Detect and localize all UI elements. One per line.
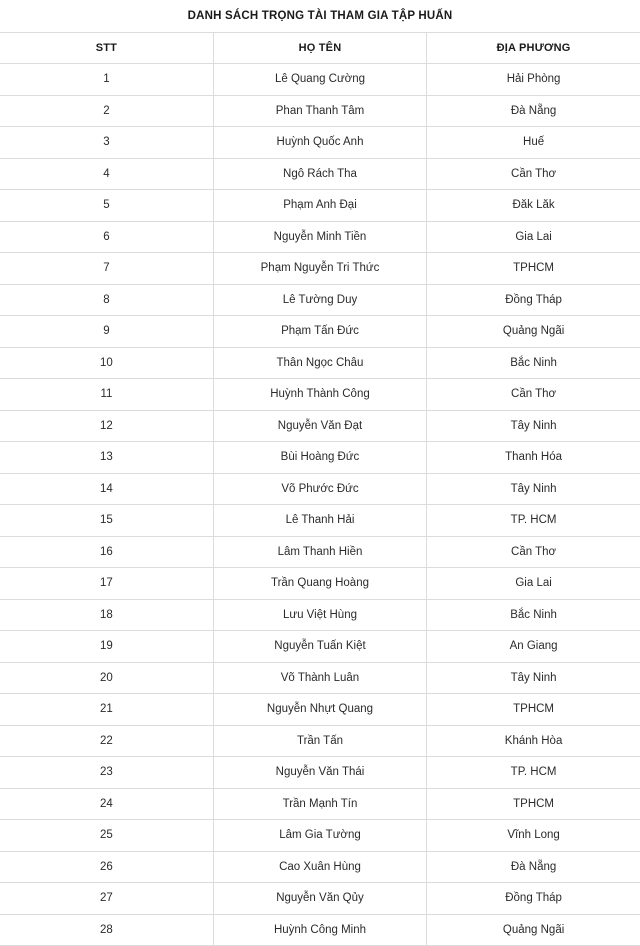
cell-place: Đồng Tháp (427, 883, 640, 915)
cell-name: Phan Thanh Tâm (213, 95, 426, 127)
cell-stt: 10 (0, 347, 213, 379)
cell-place: Đăk Lăk (427, 190, 640, 222)
table-row (0, 347, 640, 379)
column-header-place: ĐỊA PHƯƠNG (427, 33, 640, 64)
table-row (0, 725, 640, 757)
table-row (0, 505, 640, 537)
cell-stt: 7 (0, 253, 213, 285)
cell-place: Thanh Hóa (427, 442, 640, 474)
table-row (0, 568, 640, 600)
cell-stt: 9 (0, 316, 213, 348)
cell-name: Trần Mạnh Tín (213, 788, 426, 820)
cell-place: Gia Lai (427, 221, 640, 253)
cell-stt: 5 (0, 190, 213, 222)
table-row (0, 820, 640, 852)
cell-place: Bắc Ninh (427, 347, 640, 379)
cell-name: Phạm Nguyễn Tri Thức (213, 253, 426, 285)
cell-name: Lê Tường Duy (213, 284, 426, 316)
table-row (0, 694, 640, 726)
cell-place: Bắc Ninh (427, 599, 640, 631)
cell-name: Huỳnh Quốc Anh (213, 127, 426, 159)
cell-stt: 4 (0, 158, 213, 190)
cell-name: Lưu Việt Hùng (213, 599, 426, 631)
table-row (0, 284, 640, 316)
cell-stt: 8 (0, 284, 213, 316)
cell-stt: 6 (0, 221, 213, 253)
cell-name: Trần Quang Hoàng (213, 568, 426, 600)
cell-place: TP. HCM (427, 757, 640, 789)
table-row (0, 190, 640, 222)
cell-place: Vĩnh Long (427, 820, 640, 852)
cell-stt: 19 (0, 631, 213, 663)
cell-place: Khánh Hòa (427, 725, 640, 757)
cell-name: Nguyễn Nhựt Quang (213, 694, 426, 726)
table-row (0, 757, 640, 789)
table-row (0, 127, 640, 159)
cell-place: TPHCM (427, 694, 640, 726)
table-header-row (0, 33, 640, 64)
cell-stt: 24 (0, 788, 213, 820)
table-row (0, 883, 640, 915)
cell-name: Lê Quang Cường (213, 64, 426, 96)
cell-stt: 2 (0, 95, 213, 127)
table-row (0, 253, 640, 285)
cell-stt: 23 (0, 757, 213, 789)
cell-name: Bùi Hoàng Đức (213, 442, 426, 474)
title-row (0, 0, 640, 33)
cell-place: Huế (427, 127, 640, 159)
cell-name: Thân Ngọc Châu (213, 347, 426, 379)
cell-place: TPHCM (427, 253, 640, 285)
cell-place: Đà Nẵng (427, 851, 640, 883)
cell-place: Cần Thơ (427, 158, 640, 190)
cell-stt: 15 (0, 505, 213, 537)
cell-place: An Giang (427, 631, 640, 663)
cell-place: Tây Ninh (427, 473, 640, 505)
cell-place: Cần Thơ (427, 379, 640, 411)
cell-name: Nguyễn Văn Qủy (213, 883, 426, 915)
cell-stt: 20 (0, 662, 213, 694)
cell-place: Đà Nẵng (427, 95, 640, 127)
cell-stt: 25 (0, 820, 213, 852)
table-row (0, 662, 640, 694)
cell-stt: 3 (0, 127, 213, 159)
cell-place: Cần Thơ (427, 536, 640, 568)
table-row (0, 64, 640, 96)
table-row (0, 788, 640, 820)
cell-place: Hải Phòng (427, 64, 640, 96)
cell-name: Huỳnh Thành Công (213, 379, 426, 411)
table-row (0, 914, 640, 946)
table-row (0, 536, 640, 568)
cell-stt: 21 (0, 694, 213, 726)
cell-stt: 27 (0, 883, 213, 915)
table-row (0, 379, 640, 411)
table-row (0, 410, 640, 442)
table-row (0, 316, 640, 348)
cell-stt: 1 (0, 64, 213, 96)
cell-stt: 26 (0, 851, 213, 883)
cell-name: Võ Phước Đức (213, 473, 426, 505)
document-title: DANH SÁCH TRỌNG TÀI THAM GIA TẬP HUẤN (0, 0, 640, 33)
cell-stt: 18 (0, 599, 213, 631)
cell-name: Nguyễn Văn Thái (213, 757, 426, 789)
cell-stt: 22 (0, 725, 213, 757)
cell-name: Lâm Thanh Hiền (213, 536, 426, 568)
cell-name: Lâm Gia Tường (213, 820, 426, 852)
cell-name: Nguyễn Tuấn Kiệt (213, 631, 426, 663)
cell-name: Nguyễn Văn Đạt (213, 410, 426, 442)
cell-stt: 17 (0, 568, 213, 600)
cell-place: TP. HCM (427, 505, 640, 537)
table-row (0, 473, 640, 505)
cell-name: Phạm Anh Đại (213, 190, 426, 222)
column-header-stt: STT (0, 33, 213, 64)
cell-stt: 11 (0, 379, 213, 411)
cell-name: Võ Thành Luân (213, 662, 426, 694)
table-row (0, 631, 640, 663)
column-header-name: HỌ TÊN (213, 33, 426, 64)
cell-name: Lê Thanh Hải (213, 505, 426, 537)
cell-place: Quảng Ngãi (427, 914, 640, 946)
cell-name: Ngô Rách Tha (213, 158, 426, 190)
cell-stt: 14 (0, 473, 213, 505)
cell-place: Quảng Ngãi (427, 316, 640, 348)
cell-stt: 16 (0, 536, 213, 568)
cell-name: Cao Xuân Hùng (213, 851, 426, 883)
cell-name: Nguyễn Minh Tiền (213, 221, 426, 253)
table-row (0, 158, 640, 190)
cell-stt: 28 (0, 914, 213, 946)
cell-place: Gia Lai (427, 568, 640, 600)
table-row (0, 442, 640, 474)
cell-name: Huỳnh Công Minh (213, 914, 426, 946)
cell-place: TPHCM (427, 788, 640, 820)
cell-stt: 12 (0, 410, 213, 442)
cell-place: Tây Ninh (427, 662, 640, 694)
cell-stt: 13 (0, 442, 213, 474)
cell-name: Phạm Tấn Đức (213, 316, 426, 348)
cell-place: Tây Ninh (427, 410, 640, 442)
table-row (0, 95, 640, 127)
table-row (0, 851, 640, 883)
cell-place: Đồng Tháp (427, 284, 640, 316)
table-row (0, 221, 640, 253)
table-row (0, 599, 640, 631)
cell-name: Trần Tấn (213, 725, 426, 757)
